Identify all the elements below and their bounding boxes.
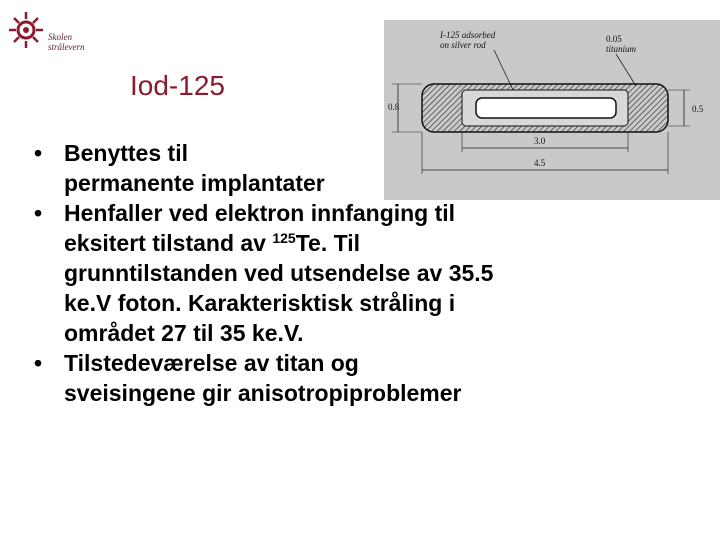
- bullet-2-line-2-post: Te. Til: [295, 230, 361, 256]
- bullet-2-line-5: området 27 til 35 ke.V.: [64, 320, 304, 346]
- bullet-1-line-1: Benyttes til: [64, 140, 188, 166]
- bullet-2-line-4: ke.V foton. Karakterisktisk stråling i: [64, 290, 456, 316]
- bullet-item-1: [34, 138, 624, 198]
- slide-title: Iod-125: [130, 70, 225, 101]
- sun-logo-icon: [8, 10, 44, 50]
- wall-material-label: titanium: [606, 44, 637, 54]
- bullet-2-line-2-pre: eksitert tilstand av: [64, 230, 273, 256]
- bullet-2-line-3: grunntilstanden ved utsendelse av 35.5: [64, 260, 494, 286]
- source-label-2: on silver rod: [440, 40, 486, 50]
- outer-length-label: 4.5: [534, 158, 546, 168]
- bullet-3-line-1: Tilstedeværelse av titan og: [64, 350, 359, 376]
- bullet-icon: •: [34, 350, 43, 376]
- logo-line-2: strålevern: [48, 42, 85, 52]
- wall-thickness-label: 0.05: [606, 34, 622, 44]
- organization-logo: [8, 10, 98, 54]
- isotope-mass-number: 125: [272, 230, 296, 246]
- diameter-outer-label: 0.8: [388, 102, 400, 112]
- bullet-icon: •: [34, 200, 43, 226]
- diameter-inner-label: 0.5: [692, 104, 704, 114]
- logo-text: [48, 32, 85, 52]
- bullet-3-line-2: sveisingene gir anisotropiproblemer: [64, 380, 462, 406]
- bullet-item-3: [34, 348, 624, 408]
- inner-length-label: 3.0: [534, 136, 546, 146]
- bullet-icon: •: [34, 140, 43, 166]
- bullet-2-line-1: Henfaller ved elektron innfanging til: [64, 200, 456, 226]
- silver-rod: [476, 98, 616, 118]
- bullet-list: [34, 138, 624, 408]
- source-label: I-125 adsorbed: [440, 30, 496, 40]
- bullet-item-2: [34, 198, 624, 348]
- bullet-1-line-2: permanente implantater: [64, 170, 325, 196]
- logo-line-1: Skolen: [48, 32, 72, 42]
- wall-leader-line: [616, 54, 636, 86]
